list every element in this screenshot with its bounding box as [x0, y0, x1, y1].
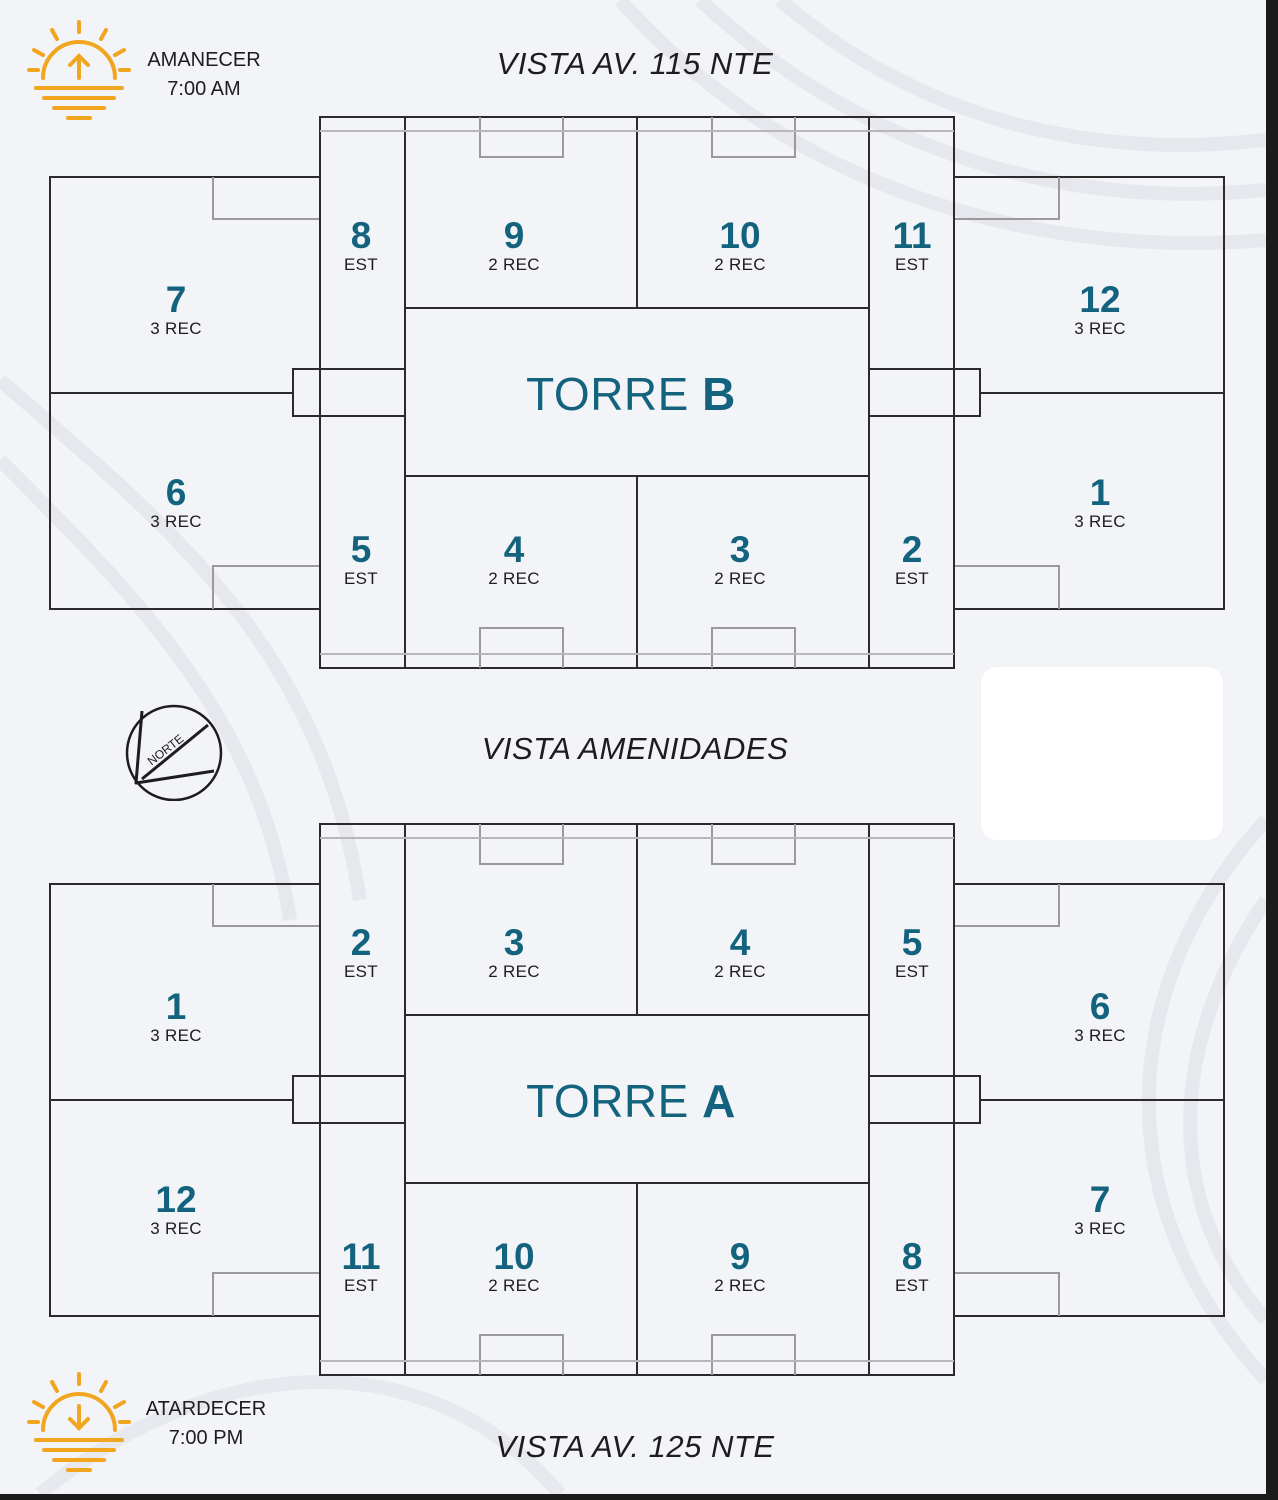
- unit-b-9[interactable]: [488, 217, 540, 275]
- unit-type: EST: [895, 1276, 929, 1295]
- compass-label: NORTE: [144, 731, 187, 769]
- sunrise-time: 7:00 AM: [167, 78, 241, 100]
- unit-number: 12: [1079, 279, 1121, 320]
- unit-number: 1: [165, 986, 187, 1027]
- tower-b-title: TORRE B: [526, 368, 736, 420]
- unit-b-4[interactable]: [488, 531, 540, 589]
- unit-number: 2: [350, 922, 372, 963]
- view-top-label: VISTA AV. 115 NTE: [496, 46, 774, 81]
- unit-number: 11: [341, 1236, 381, 1277]
- unit-number: 3: [729, 529, 751, 570]
- unit-number: 10: [719, 215, 761, 256]
- unit-type: 3 REC: [1074, 512, 1126, 531]
- unit-type: 3 REC: [1074, 1026, 1126, 1045]
- unit-b-10[interactable]: [714, 217, 766, 275]
- info-panel: [981, 667, 1223, 840]
- unit-type: 2 REC: [714, 569, 766, 588]
- unit-number: 7: [165, 279, 187, 320]
- tower-a-plan: [0, 822, 1266, 1382]
- unit-a-8[interactable]: [895, 1238, 929, 1296]
- unit-type: 3 REC: [150, 319, 202, 338]
- unit-number: 5: [901, 922, 923, 963]
- tower-a-title: TORRE A: [526, 1075, 736, 1127]
- unit-number: 5: [350, 529, 372, 570]
- unit-b-7[interactable]: [150, 281, 202, 339]
- unit-b-11[interactable]: [892, 217, 931, 275]
- unit-a-2[interactable]: [344, 924, 378, 982]
- unit-type: 2 REC: [488, 1276, 540, 1295]
- unit-type: 2 REC: [714, 255, 766, 274]
- unit-number: 1: [1089, 472, 1111, 513]
- sunset-time: 7:00 PM: [168, 1427, 244, 1449]
- unit-type: 2 REC: [714, 1276, 766, 1295]
- unit-a-10[interactable]: [488, 1238, 540, 1296]
- unit-a-4[interactable]: [714, 924, 766, 982]
- unit-type: 2 REC: [714, 962, 766, 981]
- unit-a-9[interactable]: [714, 1238, 766, 1296]
- unit-a-3[interactable]: [488, 924, 540, 982]
- unit-b-8[interactable]: [344, 217, 378, 275]
- unit-a-1[interactable]: [150, 988, 202, 1046]
- unit-number: 8: [350, 215, 372, 256]
- unit-number: 4: [729, 922, 751, 963]
- unit-number: 8: [901, 1236, 923, 1277]
- unit-a-5[interactable]: [895, 924, 929, 982]
- unit-type: EST: [895, 255, 929, 274]
- view-bottom-label: VISTA AV. 125 NTE: [495, 1429, 775, 1464]
- sunrise-label: AMANECER 7:00 AM: [138, 46, 270, 104]
- unit-number: 12: [155, 1179, 197, 1220]
- unit-b-6[interactable]: [150, 474, 202, 532]
- unit-type: 2 REC: [488, 962, 540, 981]
- unit-type: EST: [344, 569, 378, 588]
- unit-number: 7: [1089, 1179, 1111, 1220]
- unit-type: EST: [344, 1276, 378, 1295]
- unit-number: 2: [901, 529, 923, 570]
- unit-type: 3 REC: [1074, 1219, 1126, 1238]
- view-middle-label: VISTA AMENIDADES: [481, 731, 789, 766]
- unit-type: 3 REC: [150, 1219, 202, 1238]
- unit-b-12[interactable]: [1074, 281, 1126, 339]
- unit-a-6[interactable]: [1074, 988, 1126, 1046]
- unit-type: 2 REC: [488, 569, 540, 588]
- unit-type: EST: [895, 962, 929, 981]
- unit-b-3[interactable]: [714, 531, 766, 589]
- sunset-label: ATARDECER 7:00 PM: [138, 1395, 274, 1453]
- unit-type: 3 REC: [1074, 319, 1126, 338]
- unit-type: 3 REC: [150, 512, 202, 531]
- unit-b-2[interactable]: [895, 531, 929, 589]
- unit-number: 9: [729, 1236, 751, 1277]
- unit-b-5[interactable]: [344, 531, 378, 589]
- unit-a-12[interactable]: [150, 1181, 202, 1239]
- unit-type: EST: [344, 962, 378, 981]
- unit-a-7[interactable]: [1074, 1181, 1126, 1239]
- unit-number: 4: [503, 529, 525, 570]
- window-frame-bottom: [0, 1494, 1278, 1500]
- unit-b-1[interactable]: [1074, 474, 1126, 532]
- unit-type: EST: [895, 569, 929, 588]
- compass-north-icon: [122, 703, 226, 801]
- unit-number: 10: [493, 1236, 535, 1277]
- unit-number: 9: [503, 215, 525, 256]
- unit-a-11[interactable]: [341, 1238, 380, 1296]
- unit-number: 6: [165, 472, 187, 513]
- unit-number: 6: [1089, 986, 1111, 1027]
- unit-type: 3 REC: [150, 1026, 202, 1045]
- unit-type: EST: [344, 255, 378, 274]
- unit-number: 11: [892, 215, 932, 256]
- unit-type: 2 REC: [488, 255, 540, 274]
- unit-number: 3: [503, 922, 525, 963]
- tower-b-plan: [0, 115, 1266, 675]
